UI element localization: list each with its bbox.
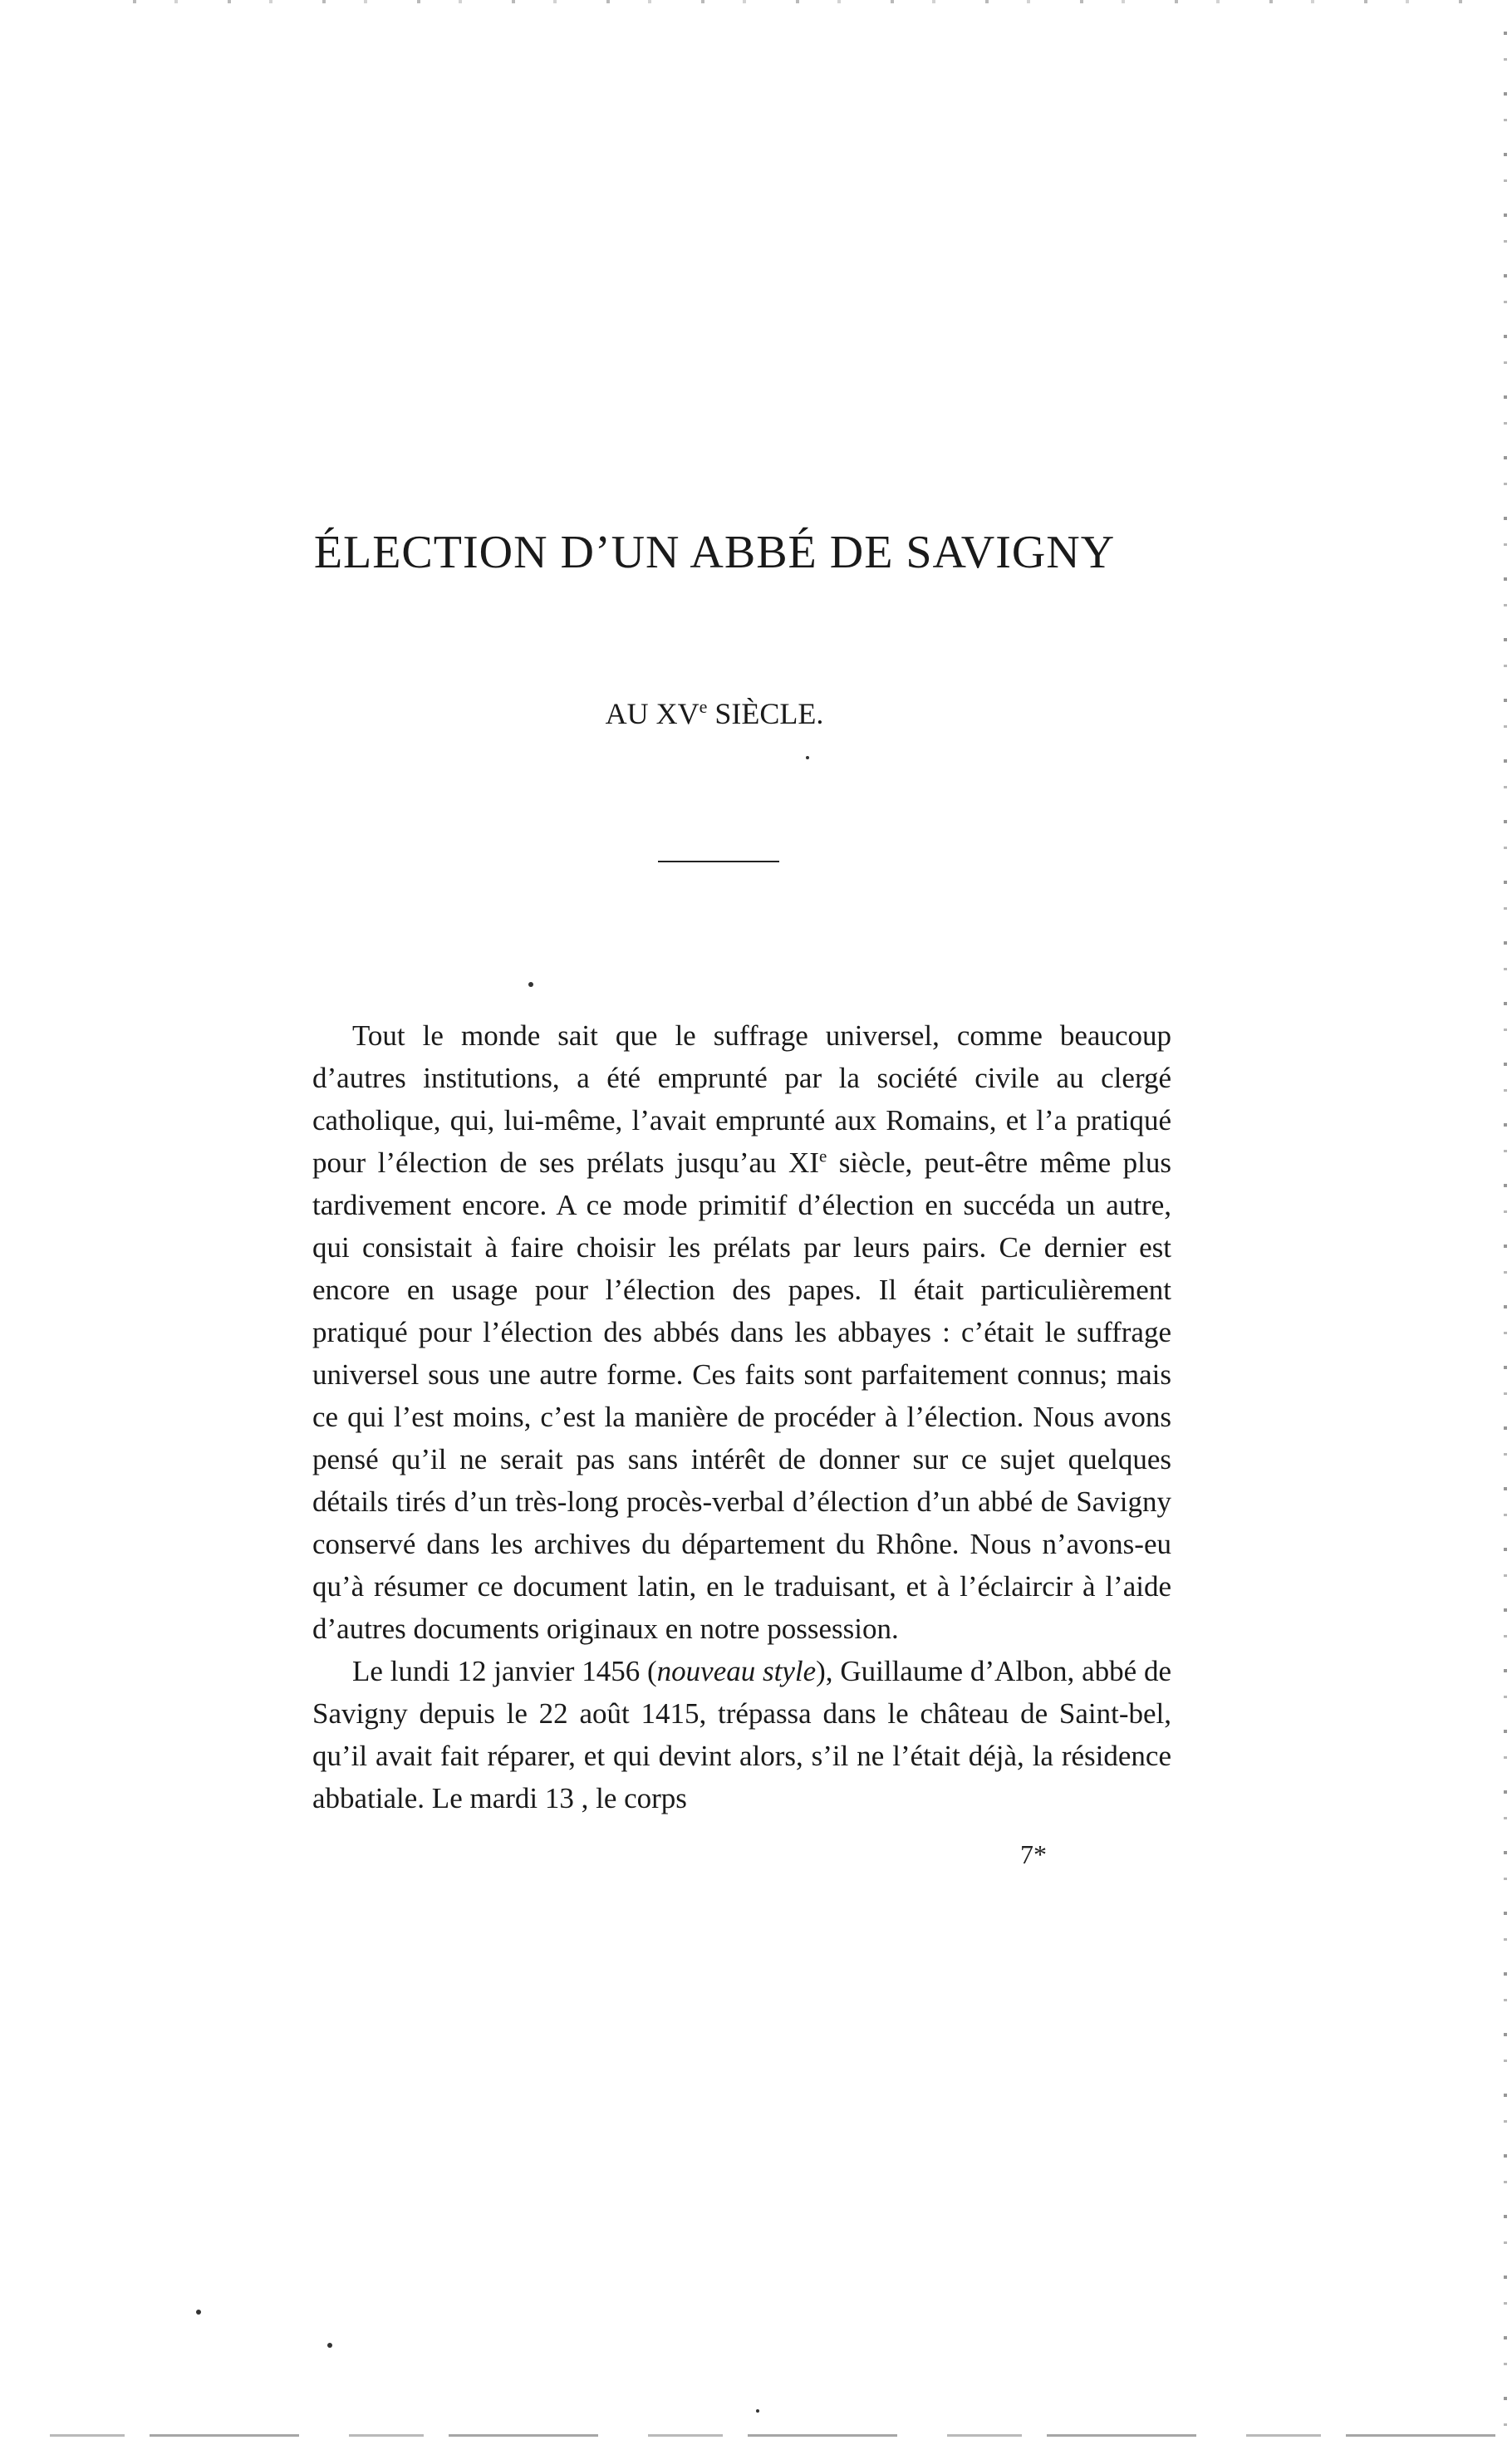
ink-speck — [756, 2409, 759, 2413]
paragraph-2 — [312, 1650, 1171, 1819]
ink-speck — [196, 2310, 201, 2315]
signature-mark: 7* — [1020, 1839, 1047, 1869]
scan-edge-bottom — [50, 2434, 1495, 2437]
paragraph-1-superscript: e — [818, 1146, 827, 1166]
ink-speck — [528, 982, 533, 987]
paragraph-2-text-a: Le lundi 12 janvier 1456 ( — [352, 1655, 657, 1687]
subtitle-superscript: e — [699, 696, 708, 717]
body-text — [312, 1014, 1171, 1819]
chapter-title: ÉLECTION D’UN ABBÉ DE SAVIGNY — [313, 527, 1116, 578]
ink-speck — [327, 2343, 332, 2348]
chapter-subtitle — [465, 688, 964, 733]
scan-edge-right — [1504, 0, 1507, 2445]
subtitle-suffix: SIÈCLE. — [707, 697, 824, 730]
paragraph-1-text-a: Tout le monde sait que le suffrage universel, comme beaucoup d’autres institutions, a été emprunté par la société civile au clergé catholique, qui, lui-même, l’avait emprunté aux Romains, et l’a pratiqué pour l’élection de ses prélats jusqu’au XI — [312, 1019, 1171, 1179]
paragraph-2-text-b: ), Guillaume d’Albon, abbé de Savigny depuis le 22 août 1415, trépassa dans le château de Saint-bel, qu’il avait fait réparer, et qui devint alors, s’il ne l’était déjà, la résidence abbatiale. Le mardi 13 , le corps — [312, 1655, 1171, 1814]
paragraph-1 — [312, 1014, 1171, 1650]
title-divider — [658, 861, 779, 862]
paragraph-2-italic: nouveau style — [656, 1655, 817, 1687]
paragraph-1-text-b: siècle, peut-être même plus tardivement encore. A ce mode primitif d’élection en succéda un autre, qui consistait à faire choisir les prélats par leurs pairs. Ce dernier est encore en usage pour l’élection des papes. Il était particulièrement pratiqué pour l’élection des abbés dans les abbayes : c’était le suffrage universel sous une autre forme. Ces faits sont parfaitement connus; mais ce qui l’est moins, c’est la manière de procéder à l’élection. Nous avons pensé qu’il ne serait pas sans intérêt de donner sur ce sujet quelques détails tirés d’un très-long procès-verbal d’élection d’un abbé de Savigny conservé dans les archives du département du Rhône. Nous n’avons-eu qu’à résumer ce document latin, en le traduisant, et à l’éclaircir à l’aide d’autres documents originaux en notre possession. — [312, 1146, 1171, 1645]
ink-speck — [806, 756, 809, 759]
subtitle-text: AU XV — [605, 697, 700, 730]
scan-edge-top — [83, 0, 1495, 3]
